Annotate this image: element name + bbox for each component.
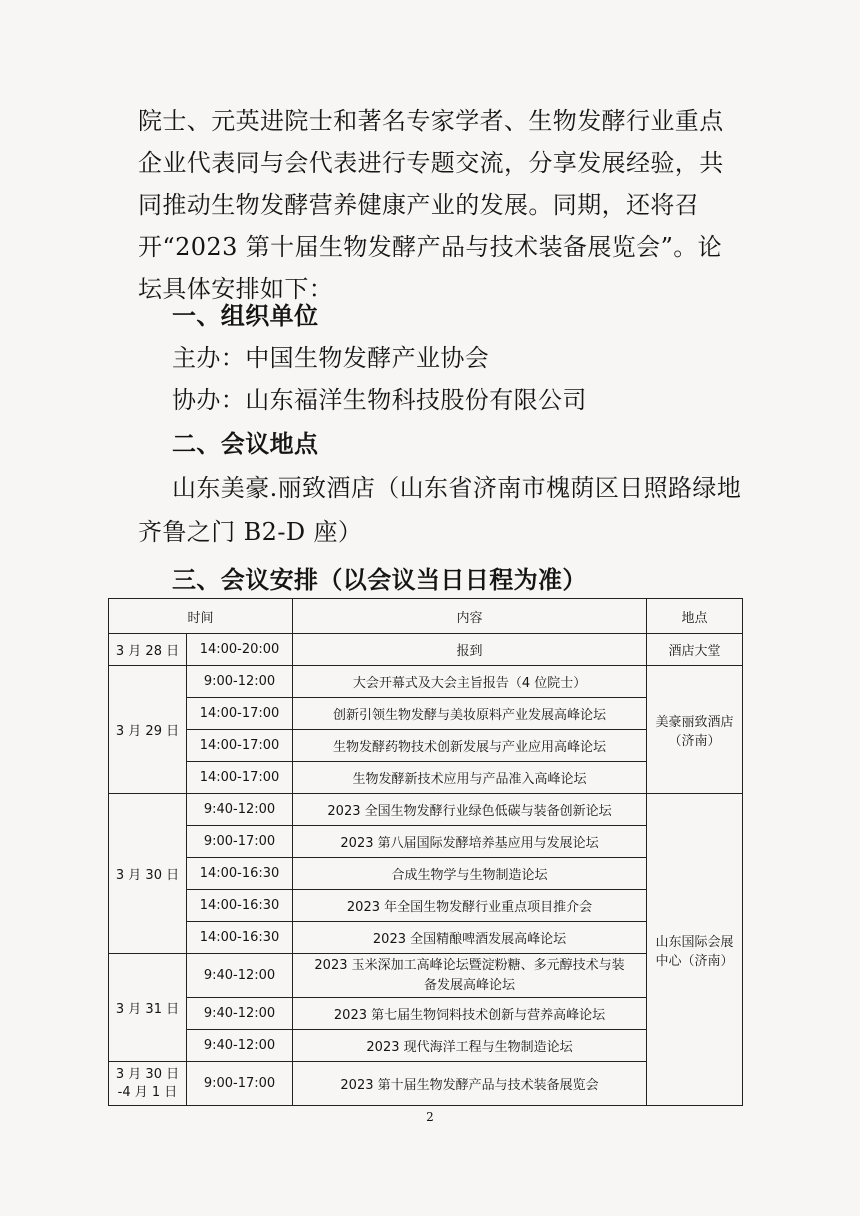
header-time: 时间: [109, 599, 293, 634]
time-cell: 9:00-17:00: [187, 1062, 293, 1106]
date-cell: 3 月 30 日 -4 月 1 日: [109, 1062, 187, 1106]
time-cell: 9:40-12:00: [187, 1030, 293, 1062]
time-cell: 14:00-16:30: [187, 922, 293, 954]
header-place: 地点: [647, 599, 743, 634]
section-heading-schedule: 三、会议安排（以会议当日日程为准）: [172, 565, 587, 594]
time-cell: 14:00-17:00: [187, 762, 293, 794]
page-number: 2: [426, 1110, 434, 1124]
place-cell: 酒店大堂: [647, 634, 743, 666]
section-heading-organizers: 一、组织单位: [172, 301, 319, 330]
content-cell: 2023 全国生物发酵行业绿色低碳与装备创新论坛: [293, 794, 647, 826]
time-cell: 9:40-12:00: [187, 794, 293, 826]
place-cell: 美豪丽致酒店（济南）: [647, 666, 743, 794]
content-cell: 生物发酵新技术应用与产品准入高峰论坛: [293, 762, 647, 794]
section-heading-venue: 二、会议地点: [172, 429, 319, 458]
content-cell: 创新引领生物发酵与美妆原料产业发展高峰论坛: [293, 698, 647, 730]
content-cell: 2023 第七届生物饲料技术创新与营养高峰论坛: [293, 998, 647, 1030]
date-cell: 3 月 30 日: [109, 794, 187, 954]
schedule-table: [108, 598, 743, 1106]
time-cell: 14:00-17:00: [187, 698, 293, 730]
time-cell: 9:00-12:00: [187, 666, 293, 698]
time-cell: 14:00-16:30: [187, 858, 293, 890]
date-cell: 3 月 29 日: [109, 666, 187, 794]
date-cell: 3 月 28 日: [109, 634, 187, 666]
table-header-row: [109, 599, 743, 634]
time-cell: 14:00-20:00: [187, 634, 293, 666]
intro-paragraph: 院士、元英进院士和著名专家学者、生物发酵行业重点企业代表同与会代表进行专题交流，分享发展经验，共同推动生物发酵营养健康产业的发展。同期，还将召开“2023 第十届生物发酵产品与技术装备展览会”。论坛具体安排如下：: [138, 107, 724, 303]
content-cell: 生物发酵药物技术创新发展与产业应用高峰论坛: [293, 730, 647, 762]
time-cell: 9:40-12:00: [187, 998, 293, 1030]
table-row: [109, 794, 743, 826]
place-cell: 山东国际会展中心（济南）: [647, 794, 743, 1106]
host-line: 主办：中国生物发酵产业协会: [172, 344, 490, 372]
content-cell: 2023 第八届国际发酵培养基应用与发展论坛: [293, 826, 647, 858]
time-cell: 9:40-12:00: [187, 954, 293, 998]
content-cell: 2023 全国精酿啤酒发展高峰论坛: [293, 922, 647, 954]
time-cell: 14:00-17:00: [187, 730, 293, 762]
content-cell: 2023 第十届生物发酵产品与技术装备展览会: [293, 1062, 647, 1106]
venue-line-2: 齐鲁之门 B2-D 座）: [138, 518, 363, 546]
content-cell: 大会开幕式及大会主旨报告（4 位院士）: [293, 666, 647, 698]
content-cell: 报到: [293, 634, 647, 666]
co-host-line: 协办：山东福洋生物科技股份有限公司: [172, 386, 587, 414]
table-row: [109, 666, 743, 698]
venue-line-1: 山东美豪.丽致酒店（山东省济南市槐荫区日照路绿地: [172, 474, 742, 502]
time-cell: 9:00-17:00: [187, 826, 293, 858]
content-cell: 2023 现代海洋工程与生物制造论坛: [293, 1030, 647, 1062]
table-row: [109, 634, 743, 666]
content-cell: 2023 玉米深加工高峰论坛暨淀粉糖、多元醇技术与装备发展高峰论坛: [293, 954, 647, 998]
header-content: 内容: [293, 599, 647, 634]
content-cell: 2023 年全国生物发酵行业重点项目推介会: [293, 890, 647, 922]
content-cell: 合成生物学与生物制造论坛: [293, 858, 647, 890]
date-cell: 3 月 31 日: [109, 954, 187, 1062]
time-cell: 14:00-16:30: [187, 890, 293, 922]
